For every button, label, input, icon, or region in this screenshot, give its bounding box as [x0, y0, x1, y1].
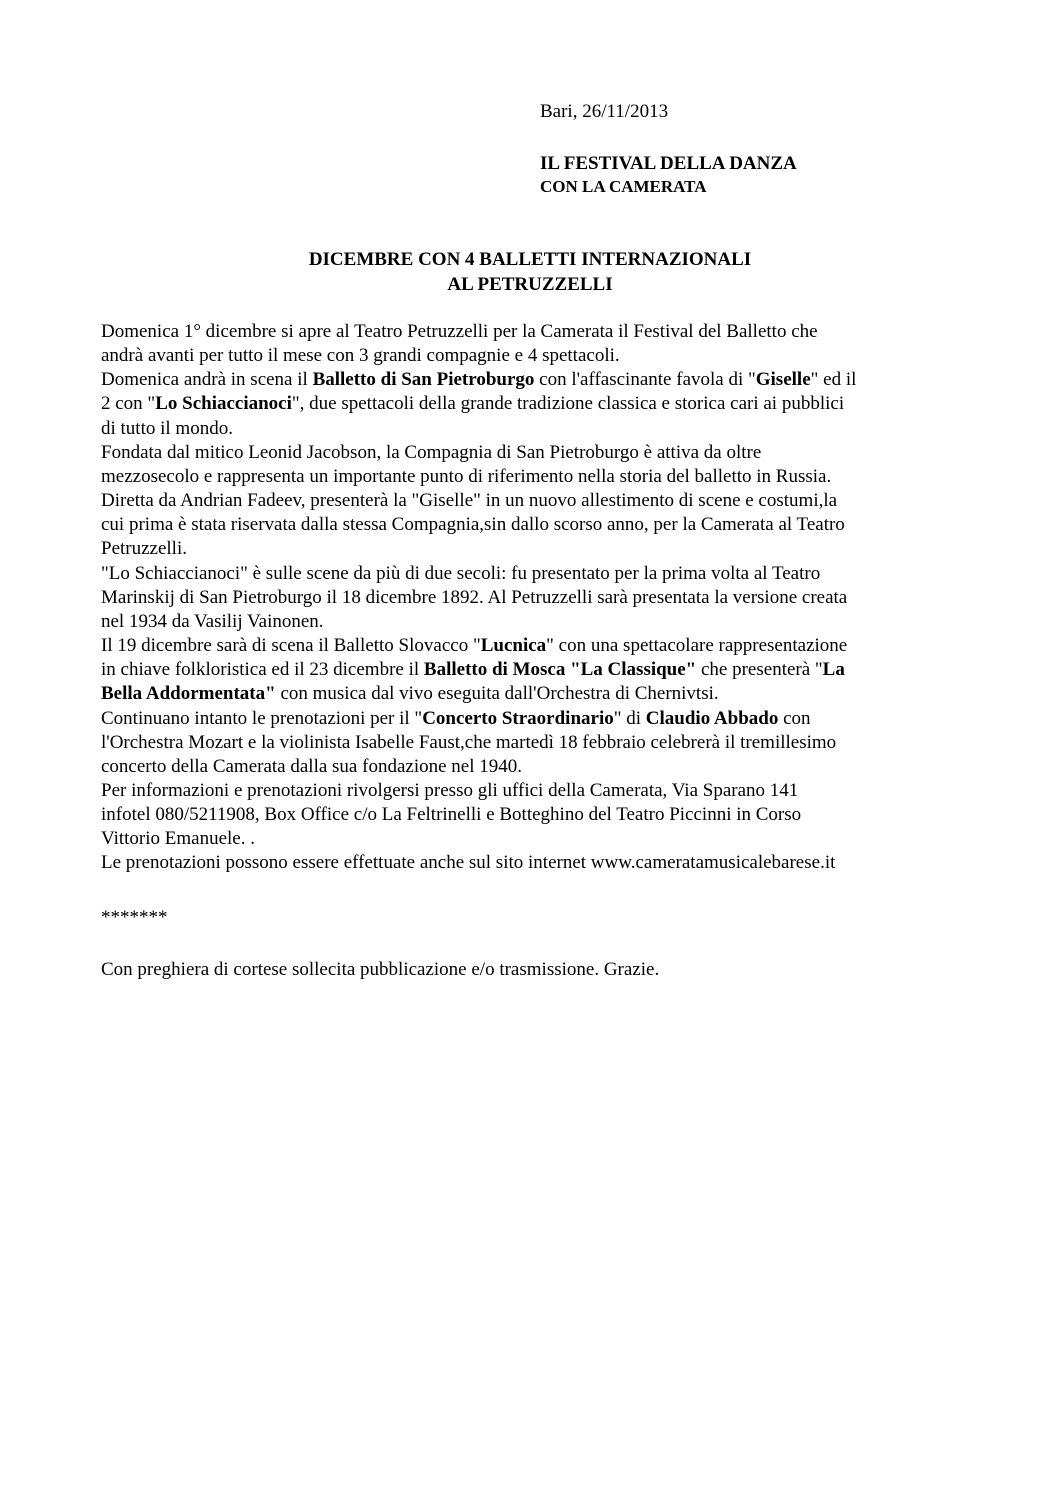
bold-company-name: Balletto di Mosca "La Classique" [423, 659, 697, 681]
body-line: Il 19 dicembre sarà di scena il Balletto Slovacco "Lucnica" con una spettacolare rappresentazione [101, 635, 848, 657]
body-line: l'Orchestra Mozart e la violinista Isabelle Faust,che martedì 18 febbraio celebrerà il tremillesimo [101, 731, 837, 753]
body-line: Bella Addormentata" con musica dal vivo eseguita dall'Orchestra di Chernivtsi. [101, 683, 719, 705]
dateline: Bari, 26/11/2013 [540, 101, 669, 122]
body-line: 2 con "Lo Schiaccianoci", due spettacoli della grande tradizione classica e storica cari ai pubblici [101, 393, 845, 415]
body-line: Le prenotazioni possono essere effettuate anche sul sito internet www.cameratamusicalebarese.it [101, 852, 836, 874]
body-line: Continuano intanto le prenotazioni per il "Concerto Straordinario" di Claudio Abbado con [101, 707, 811, 729]
separator: ******* [101, 907, 168, 928]
body-line: infotel 080/5211908, Box Office c/o La Feltrinelli e Botteghino del Teatro Piccinni in Corso [101, 804, 802, 826]
body-line: Domenica andrà in scena il Balletto di San Pietroburgo con l'affascinante favola di "Giselle" ed il [101, 369, 857, 391]
body-line: andrà avanti per tutto il mese con 3 grandi compagnie e 4 spettacoli. [101, 345, 620, 367]
body-line: nel 1934 da Vasilij Vainonen. [101, 610, 324, 632]
body-line: Vittorio Emanuele. . [101, 828, 255, 850]
body-line: di tutto il mondo. [101, 417, 233, 439]
header-line-1: IL FESTIVAL DELLA DANZA [540, 153, 797, 174]
title-line-2: AL PETRUZZELLI [447, 274, 613, 295]
body-line: Per informazioni e prenotazioni rivolgersi presso gli uffici della Camerata, Via Sparano 141 [101, 779, 799, 801]
bold-ballet-title: Lucnica [480, 635, 547, 657]
body-line: "Lo Schiaccianoci" è sulle scene da più di due secoli: fu presentato per la prima volta al Teatro [101, 562, 821, 584]
body-line: cui prima è stata riservata dalla stessa Compagnia,sin dallo scorso anno, per la Camerata al Teatro [101, 514, 845, 536]
bold-concert-title: Concerto Straordinario [422, 707, 614, 729]
press-header [540, 152, 797, 198]
title-line-1: DICEMBRE CON 4 BALLETTI INTERNAZIONALI [308, 249, 752, 270]
body-line: Domenica 1° dicembre si apre al Teatro Petruzzelli per la Camerata il Festival del Balletto che [101, 321, 818, 342]
body-line: Petruzzelli. [101, 538, 187, 560]
press-title [100, 247, 960, 297]
body-line: Diretta da Andrian Fadeev, presenterà la "Giselle" in un nuovo allestimento di scene e costumi,la [101, 490, 838, 512]
body-line: mezzosecolo e rappresenta un importante punto di riferimento nella storia del balletto in Russia. [101, 465, 832, 487]
bold-ballet-title: Lo Schiaccianoci [155, 393, 292, 415]
closing-note: Con preghiera di cortese sollecita pubblicazione e/o trasmissione. Grazie. [101, 959, 660, 980]
body-line: Marinskij di San Pietroburgo il 18 dicembre 1892. Al Petruzzelli sarà presentata la versione creata [101, 586, 848, 608]
bold-company-name: Balletto di San Pietroburgo [312, 369, 535, 391]
body-line: Fondata dal mitico Leonid Jacobson, la Compagnia di San Pietroburgo è attiva da oltre [101, 441, 762, 463]
bold-ballet-title: Giselle [755, 369, 811, 391]
bold-ballet-title: La [822, 659, 845, 681]
body-line: concerto della Camerata dalla sua fondazione nel 1940. [101, 755, 522, 777]
bold-ballet-title: Bella Addormentata" [101, 683, 276, 705]
body-text [101, 320, 961, 876]
body-line: in chiave folkloristica ed il 23 dicembre il Balletto di Mosca "La Classique" che presenterà "La [101, 659, 845, 681]
header-line-2: CON LA CAMERATA [540, 177, 707, 196]
bold-conductor-name: Claudio Abbado [645, 707, 779, 729]
